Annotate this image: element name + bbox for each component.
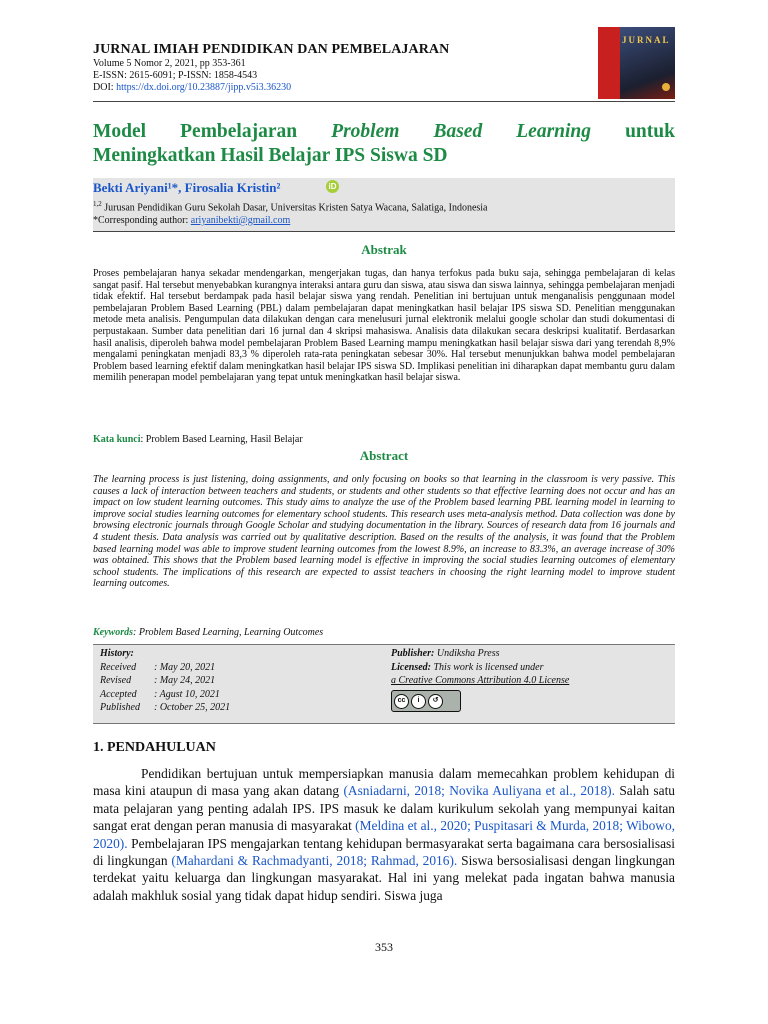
abstract-keywords: Keywords: Problem Based Learning, Learning Outcomes	[93, 627, 324, 638]
history-row: Accepted : Agust 10, 2021	[100, 688, 220, 700]
orcid-icon[interactable]: iD	[326, 180, 339, 193]
sa-icon: ↺	[428, 694, 443, 709]
abstract-text: The learning process is just listening, doing assignments, and only focusing on books so that learning in the classroom is very passive. This causes a lack of interaction between teachers and students, or students and other students so that effective learning does not occur and has an impact on low student learning outcomes. This study aims to analyze the use of the Problem based learning PBL learning model in learning to improve social studies learning outcomes for elementary school students. This research uses meta-analysis method. Data collection was done by browsing electronic journals through Google Scholar and studying documentation in the library. Sources of research data from 16 journals and 4 student thesis. Data analysis was carried out by qualitative description. Based on the results of the analysis, it was found that the Problem based learning model was able to improve student learning outcomes from the lowest 8.9%, an increase to 83.3%, an average increase of 30% was obtained. This shows that the Problem based learning model is effective in improving the social studies learning outcomes of elementary school students. The implications of this research are expected to assist teachers in choosing the right learning model to improve student learning outcomes.	[93, 474, 675, 590]
citation[interactable]: (Mahardani & Rachmadyanti, 2018; Rahmad, 2016).	[171, 853, 458, 869]
cc-by-sa-badge[interactable]	[391, 690, 461, 712]
journal-title: JURNAL IMIAH PENDIDIKAN DAN PEMBELAJARAN	[93, 42, 450, 57]
history-row: Received : May 20, 2021	[100, 661, 216, 673]
introduction-text: Pendidikan bertujuan untuk mempersiapkan manusia dalam memecahkan problem kehidupan di masa kini ataupun di masa yang akan datang (Asniadarni, 2018; Novika Auliyana et al., 2018). Salah satu mata pelajaran yang penting adalah IPS. IPS masuk ke dalam kurikulum sekolah yang mempunyai kaitan sangat erat dengan peran manusia di masyarakat (Meldina et al., 2020; Puspitasari & Murda, 2018; Wibowo, 2020). Pembelajaran IPS mengajarkan tentang kehidupan bermasyarakat serta bagaimana cara bersosialisasi di lingkungan (Mahardani & Rachmadyanti, 2018; Rahmad, 2016). Siswa bersosialisasi dengan lingkungan terdekat yaitu keluarga dan lingkungan masyarakat. Hal ini yang melekat pada ingatan bahwa manusia adalah makhluk sosial yang tidak dapat hidup sendiri. Siswa juga	[93, 766, 675, 903]
citation[interactable]: (Asniadarni, 2018; Novika Auliyana et al., 2018).	[343, 783, 615, 799]
title-word: Model	[93, 121, 147, 142]
divider	[93, 101, 675, 102]
doi-link[interactable]: https://dx.doi.org/10.23887/jipp.v5i3.36230	[116, 82, 292, 93]
title-word: Based	[433, 121, 483, 142]
cover-title: JURNAL	[622, 35, 671, 45]
page-number: 353	[375, 940, 393, 954]
history-list: History: Received : May 20, 2021 Revised : May 24, 2021 Accepted : Agust 10, 2021 Published : October 25, 2021	[100, 648, 231, 713]
cc-icon: cc	[394, 694, 409, 709]
journal-meta	[93, 58, 291, 94]
citation[interactable]: (Meldina et al., 2020; Puspitasari & Murda, 2018; Wibowo, 2020).	[93, 818, 675, 851]
title-line-2: Meningkatkan Hasil Belajar IPS Siswa SD	[93, 145, 448, 166]
journal-cover-image	[598, 27, 675, 99]
history-row: Published : October 25, 2021	[100, 702, 231, 713]
abstrak-heading: Abstrak	[361, 242, 407, 257]
author-names: Bekti Ariyani¹*, Firosalia Kristin²	[93, 180, 281, 195]
publisher-info: Publisher: Undiksha Press Licensed: This work is licensed under a Creative Commons Attribution 4.0 License	[391, 648, 570, 686]
title-word: Pembelajaran	[180, 121, 298, 142]
title-word: untuk	[625, 121, 675, 142]
divider	[93, 231, 675, 232]
section-heading: 1. PENDAHULUAN	[93, 740, 216, 755]
title-line-1	[93, 120, 675, 144]
email-link[interactable]: ariyanibekti@gmail.com	[190, 214, 291, 226]
abstrak-keywords: Kata kunci: Problem Based Learning, Hasil Belajar	[93, 434, 303, 445]
license-link[interactable]: a Creative Commons Attribution 4.0 License	[391, 675, 570, 686]
abstrak-text: Proses pembelajaran hanya sekadar mendengarkan, mengerjakan tugas, dan hanya terfokus pada buku saja, sehingga pembelajaran di kelas sangat pasif. Hal tersebut menyebabkan kurangnya interaksi antara guru dan siswa, atau siswa dan siswa lainnya, sehingga pembelajaran menjadi tidak efektif. Hal tersebut berdampak pada hasil belajar siswa yang rendah. Penelitian ini bertujuan untuk menganalisis penggunaan model pembelajaran Problem Based Learning (PBL) dalam pembelajaran dapat meningkatkan hasil belajar IPS siswa SD. Penelitian menggunakan metode meta analisis. Pengumpulan data dilakukan dengan cara menelusuri jurnal elektronik melalui google scholar dan studi dokumentasi di perpustakaan. Sumber data penelitian dari 16 jurnal dan 4 skripsi mahasiswa. Analisis data dilakukan secara deskripsi kualitatif. Berdasarkan hasil analisis, diperoleh bahwa model pembelajaran Problem Based Learning mampu meningkatkan hasil belajar siswa dari yang terendah 8,9% mengalami peningkatan menjadi 83,3 % diperoleh rata-rata peningkatan sebesar 30%. Hal tersebut menunjukkan bahwa model pembelajaran Problem based learning efektif dalam meningkatkan hasil belajar IPS siswa SD. Implikasi penelitian ini diharapkan dapat membantu guru dalam memilih penerapan model pembelajaran yang tepat untuk meningkatkan hasil belajar siswa.	[93, 268, 675, 384]
issn-line: E-ISSN: 2615-6091; P-ISSN: 1858-4543	[93, 70, 258, 81]
title-word: Learning	[516, 121, 592, 142]
volume-line: Volume 5 Nomor 2, 2021, pp 353-361	[93, 58, 246, 69]
article-title	[93, 120, 675, 168]
title-word: Problem	[331, 121, 400, 142]
by-icon: i	[411, 694, 426, 709]
affiliation: $^{1,2}$ Jurusan Pendidikan Guru Sekolah Dasar, Universitas Kristen Satya Wacana, Salatiga, Indonesia *Corresponding author: ariyanibekti@gmail.com	[93, 200, 488, 226]
history-row: Revised : May 24, 2021	[100, 675, 216, 686]
abstract-heading: Abstract	[359, 448, 409, 463]
doi-line: DOI: https://dx.doi.org/10.23887/jipp.v5i3.36230	[93, 82, 292, 93]
